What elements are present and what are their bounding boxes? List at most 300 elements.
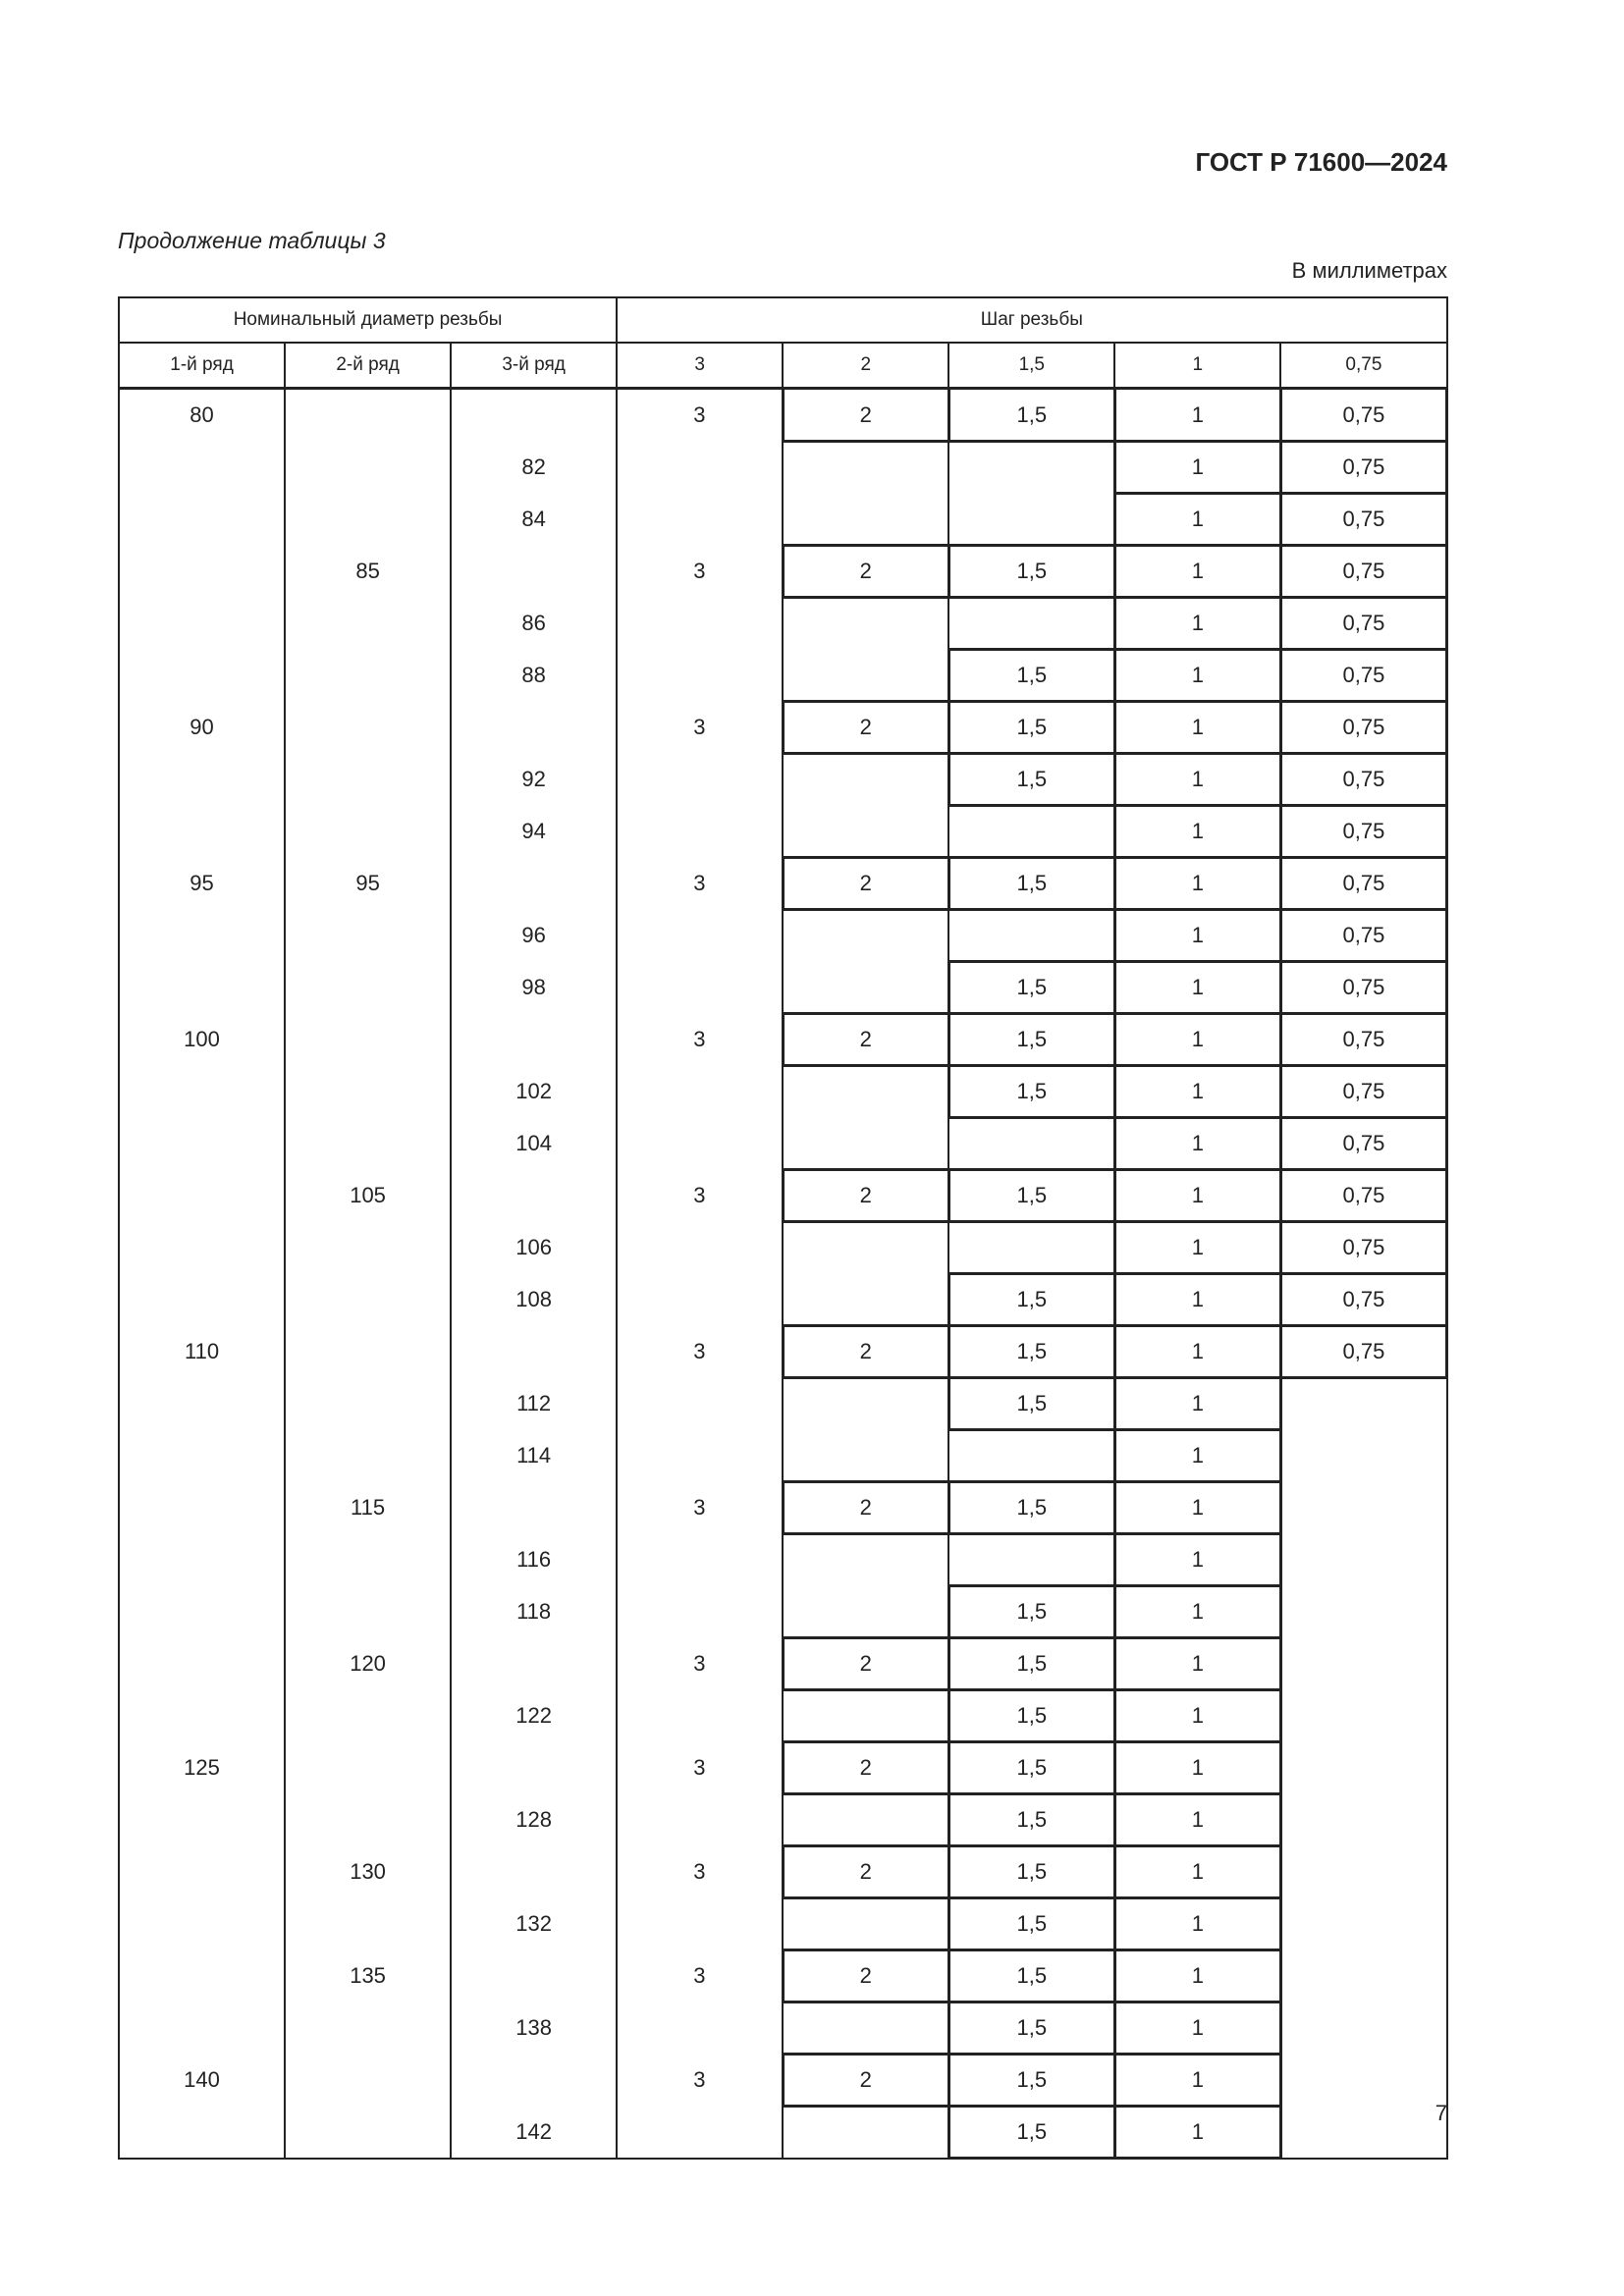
table-cell: 1 (1114, 1898, 1280, 1950)
table-cell (119, 598, 285, 650)
table-cell: 102 (451, 1066, 617, 1118)
table-cell (783, 1534, 948, 1586)
table-cell (1280, 1378, 1446, 1430)
table-cell (119, 546, 285, 598)
table-cell: 1 (1114, 1274, 1280, 1326)
table-cell (285, 910, 451, 962)
table-cell (617, 1534, 783, 1586)
table-cell: 0,75 (1280, 754, 1446, 806)
table-row (119, 650, 1447, 702)
table-cell: 104 (451, 1118, 617, 1170)
table-cell (119, 1222, 285, 1274)
units-caption: В миллиметрах (1291, 258, 1447, 283)
table-cell (119, 2107, 285, 2159)
table-cell: 82 (451, 442, 617, 494)
table-cell: 1 (1114, 1950, 1280, 2002)
table-cell (783, 806, 948, 858)
table-cell (783, 1690, 948, 1742)
table-cell: 1,5 (948, 389, 1114, 442)
table-cell: 2 (783, 858, 948, 910)
table-cell (451, 1846, 617, 1898)
table-cell: 84 (451, 494, 617, 546)
table-cell (617, 754, 783, 806)
table-cell: 0,75 (1280, 442, 1446, 494)
table-cell (948, 1430, 1114, 1482)
table-cell: 1,5 (948, 1638, 1114, 1690)
table-row (119, 1690, 1447, 1742)
table-cell: 128 (451, 1794, 617, 1846)
table-cell: 85 (285, 546, 451, 598)
table-cell (119, 1170, 285, 1222)
table-cell (783, 598, 948, 650)
table-row (119, 2107, 1447, 2159)
column-header: 3 (617, 343, 783, 389)
table-cell (285, 1066, 451, 1118)
table-cell: 1 (1114, 442, 1280, 494)
table-cell (285, 494, 451, 546)
table-cell: 0,75 (1280, 1326, 1446, 1378)
table-cell: 2 (783, 546, 948, 598)
table-cell (119, 650, 285, 702)
table-cell: 95 (119, 858, 285, 910)
table-cell (948, 442, 1114, 494)
table-row (119, 1898, 1447, 1950)
table-cell (948, 598, 1114, 650)
table-cell (119, 910, 285, 962)
table-cell (783, 1274, 948, 1326)
table-cell (451, 702, 617, 754)
table-cell: 1 (1114, 1222, 1280, 1274)
table-cell (617, 962, 783, 1014)
column-header: 2 (783, 343, 948, 389)
table-cell: 0,75 (1280, 1066, 1446, 1118)
table-cell: 140 (119, 2055, 285, 2107)
table-cell (783, 1430, 948, 1482)
table-cell: 2 (783, 1326, 948, 1378)
table-cell (119, 754, 285, 806)
table-cell: 1 (1114, 1326, 1280, 1378)
table-cell (617, 650, 783, 702)
table-cell: 110 (119, 1326, 285, 1378)
column-header: 2-й ряд (285, 343, 451, 389)
table-cell: 3 (617, 1846, 783, 1898)
table-cell: 130 (285, 1846, 451, 1898)
table-cell (285, 598, 451, 650)
table-cell (119, 2002, 285, 2055)
column-header: 1-й ряд (119, 343, 285, 389)
table-cell (285, 1274, 451, 1326)
table-cell (948, 910, 1114, 962)
table-continuation-caption: Продолжение таблицы 3 (118, 228, 386, 253)
table-cell: 1 (1114, 546, 1280, 598)
table-cell: 105 (285, 1170, 451, 1222)
column-header-row (119, 343, 1447, 389)
table-row (119, 1118, 1447, 1170)
table-cell: 2 (783, 1846, 948, 1898)
table-cell (451, 2055, 617, 2107)
table-row (119, 598, 1447, 650)
table-row (119, 1794, 1447, 1846)
table-cell (617, 1794, 783, 1846)
table-cell (451, 389, 617, 442)
table-row (119, 858, 1447, 910)
table-cell: 1 (1114, 1534, 1280, 1586)
table-cell: 0,75 (1280, 858, 1446, 910)
table-cell: 0,75 (1280, 1274, 1446, 1326)
table-cell: 3 (617, 858, 783, 910)
table-cell: 1 (1114, 1170, 1280, 1222)
table-cell: 1 (1114, 962, 1280, 1014)
table-cell: 1,5 (948, 1378, 1114, 1430)
table-cell: 1 (1114, 1430, 1280, 1482)
table-cell (783, 1378, 948, 1430)
table-cell: 3 (617, 2055, 783, 2107)
table-row (119, 1534, 1447, 1586)
table-cell: 2 (783, 702, 948, 754)
table-cell (285, 1898, 451, 1950)
table-cell: 1 (1114, 1794, 1280, 1846)
table-cell (285, 1690, 451, 1742)
table-row (119, 1846, 1447, 1898)
table-cell (783, 1586, 948, 1638)
table-cell: 108 (451, 1274, 617, 1326)
table-cell: 1 (1114, 1586, 1280, 1638)
table-row (119, 1014, 1447, 1066)
table-row (119, 389, 1447, 442)
table-cell: 1 (1114, 910, 1280, 962)
table-cell: 0,75 (1280, 1118, 1446, 1170)
table-cell: 3 (617, 1742, 783, 1794)
table-cell: 80 (119, 389, 285, 442)
table-cell: 118 (451, 1586, 617, 1638)
table-cell (1280, 1690, 1446, 1742)
diameter-group-header: Номинальный диаметр резьбы (119, 297, 617, 343)
table-row (119, 494, 1447, 546)
table-row (119, 702, 1447, 754)
table-cell (948, 1222, 1114, 1274)
table-cell: 1,5 (948, 1950, 1114, 2002)
table-cell: 0,75 (1280, 650, 1446, 702)
table-cell: 95 (285, 858, 451, 910)
table-cell: 1 (1114, 1742, 1280, 1794)
table-cell (783, 1794, 948, 1846)
table-cell: 1 (1114, 1482, 1280, 1534)
table-cell (617, 442, 783, 494)
table-cell: 1 (1114, 1014, 1280, 1066)
table-cell: 114 (451, 1430, 617, 1482)
column-header: 0,75 (1280, 343, 1446, 389)
table-cell (617, 1118, 783, 1170)
table-cell (1280, 1482, 1446, 1534)
table-cell (285, 1794, 451, 1846)
table-cell: 100 (119, 1014, 285, 1066)
table-cell (1280, 1638, 1446, 1690)
table-cell: 1 (1114, 806, 1280, 858)
table-cell (948, 494, 1114, 546)
table-cell (617, 1430, 783, 1482)
table-row (119, 806, 1447, 858)
table-cell: 135 (285, 1950, 451, 2002)
table-cell (1280, 1794, 1446, 1846)
table-cell (451, 1742, 617, 1794)
table-cell (119, 1846, 285, 1898)
table-cell: 0,75 (1280, 1170, 1446, 1222)
table-cell (119, 1482, 285, 1534)
table-cell (119, 962, 285, 1014)
table-cell: 1 (1114, 598, 1280, 650)
table-cell: 3 (617, 1170, 783, 1222)
table-row (119, 1274, 1447, 1326)
table-cell (948, 1118, 1114, 1170)
table-cell: 0,75 (1280, 1014, 1446, 1066)
table-cell (285, 1586, 451, 1638)
table-cell (1280, 1534, 1446, 1586)
table-cell: 106 (451, 1222, 617, 1274)
table-cell: 1 (1114, 858, 1280, 910)
table-cell (948, 806, 1114, 858)
table-cell: 1 (1114, 389, 1280, 442)
table-cell (1280, 2107, 1446, 2159)
table-cell (451, 1638, 617, 1690)
table-cell (783, 754, 948, 806)
table-row (119, 2002, 1447, 2055)
table-cell (285, 2055, 451, 2107)
table-cell: 3 (617, 1482, 783, 1534)
table-cell (1280, 1586, 1446, 1638)
table-cell (783, 2107, 948, 2159)
thread-pitch-table (118, 296, 1448, 2160)
table-cell: 2 (783, 2055, 948, 2107)
table-cell (783, 442, 948, 494)
table-cell (617, 806, 783, 858)
table-cell: 1,5 (948, 546, 1114, 598)
table-cell: 1,5 (948, 702, 1114, 754)
table-row (119, 1586, 1447, 1638)
table-cell: 142 (451, 2107, 617, 2159)
table-cell: 2 (783, 1014, 948, 1066)
table-cell (451, 1326, 617, 1378)
table-cell (119, 1066, 285, 1118)
table-cell: 1,5 (948, 754, 1114, 806)
column-header: 1 (1114, 343, 1280, 389)
table-row (119, 2055, 1447, 2107)
table-cell (285, 2002, 451, 2055)
table-cell (119, 806, 285, 858)
table-row (119, 1430, 1447, 1482)
table-cell (1280, 1898, 1446, 1950)
table-cell: 132 (451, 1898, 617, 1950)
table-row (119, 442, 1447, 494)
table-cell (285, 754, 451, 806)
table-cell (783, 910, 948, 962)
table-cell (617, 1274, 783, 1326)
table-cell (617, 910, 783, 962)
table-cell: 1,5 (948, 1690, 1114, 1742)
table-row (119, 754, 1447, 806)
table-body (119, 389, 1447, 2159)
table-cell (285, 1378, 451, 1430)
table-cell (617, 1066, 783, 1118)
table-cell: 0,75 (1280, 910, 1446, 962)
table-cell: 1,5 (948, 650, 1114, 702)
table-cell: 96 (451, 910, 617, 962)
table-cell: 0,75 (1280, 389, 1446, 442)
table-cell: 115 (285, 1482, 451, 1534)
table-cell: 0,75 (1280, 494, 1446, 546)
table-cell (119, 1430, 285, 1482)
table-cell (119, 1690, 285, 1742)
table-cell: 1,5 (948, 1326, 1114, 1378)
table-cell (451, 1482, 617, 1534)
table-cell (948, 1534, 1114, 1586)
table-cell: 3 (617, 1638, 783, 1690)
table-row (119, 1378, 1447, 1430)
table-row (119, 1742, 1447, 1794)
table-cell: 1,5 (948, 1742, 1114, 1794)
table-cell: 138 (451, 2002, 617, 2055)
table-cell (783, 962, 948, 1014)
table-cell: 3 (617, 546, 783, 598)
table-cell (451, 1950, 617, 2002)
table-cell (285, 2107, 451, 2159)
table-cell (119, 1534, 285, 1586)
group-header-row (119, 297, 1447, 343)
table-cell (285, 1326, 451, 1378)
table-row (119, 910, 1447, 962)
table-cell (783, 1898, 948, 1950)
table-cell: 1,5 (948, 1846, 1114, 1898)
table-row (119, 1638, 1447, 1690)
table-cell (783, 2002, 948, 2055)
table-cell: 122 (451, 1690, 617, 1742)
table-cell: 2 (783, 1742, 948, 1794)
table-cell: 2 (783, 1482, 948, 1534)
table-cell: 1,5 (948, 2107, 1114, 2159)
table-cell: 3 (617, 702, 783, 754)
column-header: 1,5 (948, 343, 1114, 389)
table-cell: 88 (451, 650, 617, 702)
table-cell (119, 1378, 285, 1430)
table-cell: 1 (1114, 494, 1280, 546)
table-cell (451, 858, 617, 910)
table-cell (285, 1118, 451, 1170)
table-cell: 125 (119, 1742, 285, 1794)
table-cell (285, 962, 451, 1014)
table-cell: 1,5 (948, 1482, 1114, 1534)
table-cell: 3 (617, 389, 783, 442)
table-cell: 1,5 (948, 858, 1114, 910)
table-row (119, 1950, 1447, 2002)
table-cell (285, 1222, 451, 1274)
table-cell (451, 1014, 617, 1066)
page-number: 7 (1435, 2101, 1447, 2125)
table-cell (451, 546, 617, 598)
table-cell (617, 598, 783, 650)
table-cell (617, 1222, 783, 1274)
table-cell (1280, 1742, 1446, 1794)
table-cell (1280, 1430, 1446, 1482)
table-cell: 120 (285, 1638, 451, 1690)
table-cell: 2 (783, 1170, 948, 1222)
table-cell (285, 442, 451, 494)
table-cell (285, 1430, 451, 1482)
table-cell (119, 1794, 285, 1846)
table-cell (617, 1690, 783, 1742)
pitch-group-header: Шаг резьбы (617, 297, 1446, 343)
table-row (119, 1482, 1447, 1534)
table-cell: 1,5 (948, 962, 1114, 1014)
table-cell (119, 442, 285, 494)
table-cell: 0,75 (1280, 806, 1446, 858)
table-cell (285, 650, 451, 702)
table-cell: 2 (783, 389, 948, 442)
table-cell: 3 (617, 1014, 783, 1066)
table-cell: 0,75 (1280, 598, 1446, 650)
table-cell (285, 1014, 451, 1066)
table-cell: 86 (451, 598, 617, 650)
table-row (119, 1326, 1447, 1378)
table-cell: 1 (1114, 1690, 1280, 1742)
table-cell: 1 (1114, 2002, 1280, 2055)
table-cell (783, 1222, 948, 1274)
standard-code: ГОСТ Р 71600—2024 (1195, 147, 1447, 177)
column-header: 3-й ряд (451, 343, 617, 389)
table-cell: 1,5 (948, 1898, 1114, 1950)
table-cell: 1 (1114, 650, 1280, 702)
table-cell (617, 2107, 783, 2159)
table-row (119, 1066, 1447, 1118)
table-cell: 1,5 (948, 2055, 1114, 2107)
table-cell: 1 (1114, 1638, 1280, 1690)
table-cell (119, 1118, 285, 1170)
table-cell: 1 (1114, 754, 1280, 806)
table-cell: 1,5 (948, 2002, 1114, 2055)
table-cell (617, 1378, 783, 1430)
table-row (119, 1170, 1447, 1222)
table-cell: 1,5 (948, 1274, 1114, 1326)
table-row (119, 1222, 1447, 1274)
table-cell (1280, 1950, 1446, 2002)
table-row (119, 962, 1447, 1014)
table-cell: 1 (1114, 1846, 1280, 1898)
table-cell (119, 1898, 285, 1950)
table-cell: 92 (451, 754, 617, 806)
table-cell (783, 650, 948, 702)
table-cell (285, 806, 451, 858)
table-cell: 2 (783, 1638, 948, 1690)
table-cell (617, 1586, 783, 1638)
table-cell: 0,75 (1280, 546, 1446, 598)
table-cell (285, 1742, 451, 1794)
table-cell (119, 1274, 285, 1326)
table-cell (617, 1898, 783, 1950)
table-cell (119, 1586, 285, 1638)
table-cell: 1 (1114, 702, 1280, 754)
table-cell: 94 (451, 806, 617, 858)
table-cell (783, 1118, 948, 1170)
table-cell: 90 (119, 702, 285, 754)
table-cell (119, 1950, 285, 2002)
table-cell (1280, 2002, 1446, 2055)
table-cell: 98 (451, 962, 617, 1014)
table-cell: 1,5 (948, 1794, 1114, 1846)
table-cell: 3 (617, 1950, 783, 2002)
table-cell: 112 (451, 1378, 617, 1430)
table-cell: 0,75 (1280, 702, 1446, 754)
table-cell: 1 (1114, 1066, 1280, 1118)
table-cell (285, 1534, 451, 1586)
table-cell (783, 494, 948, 546)
